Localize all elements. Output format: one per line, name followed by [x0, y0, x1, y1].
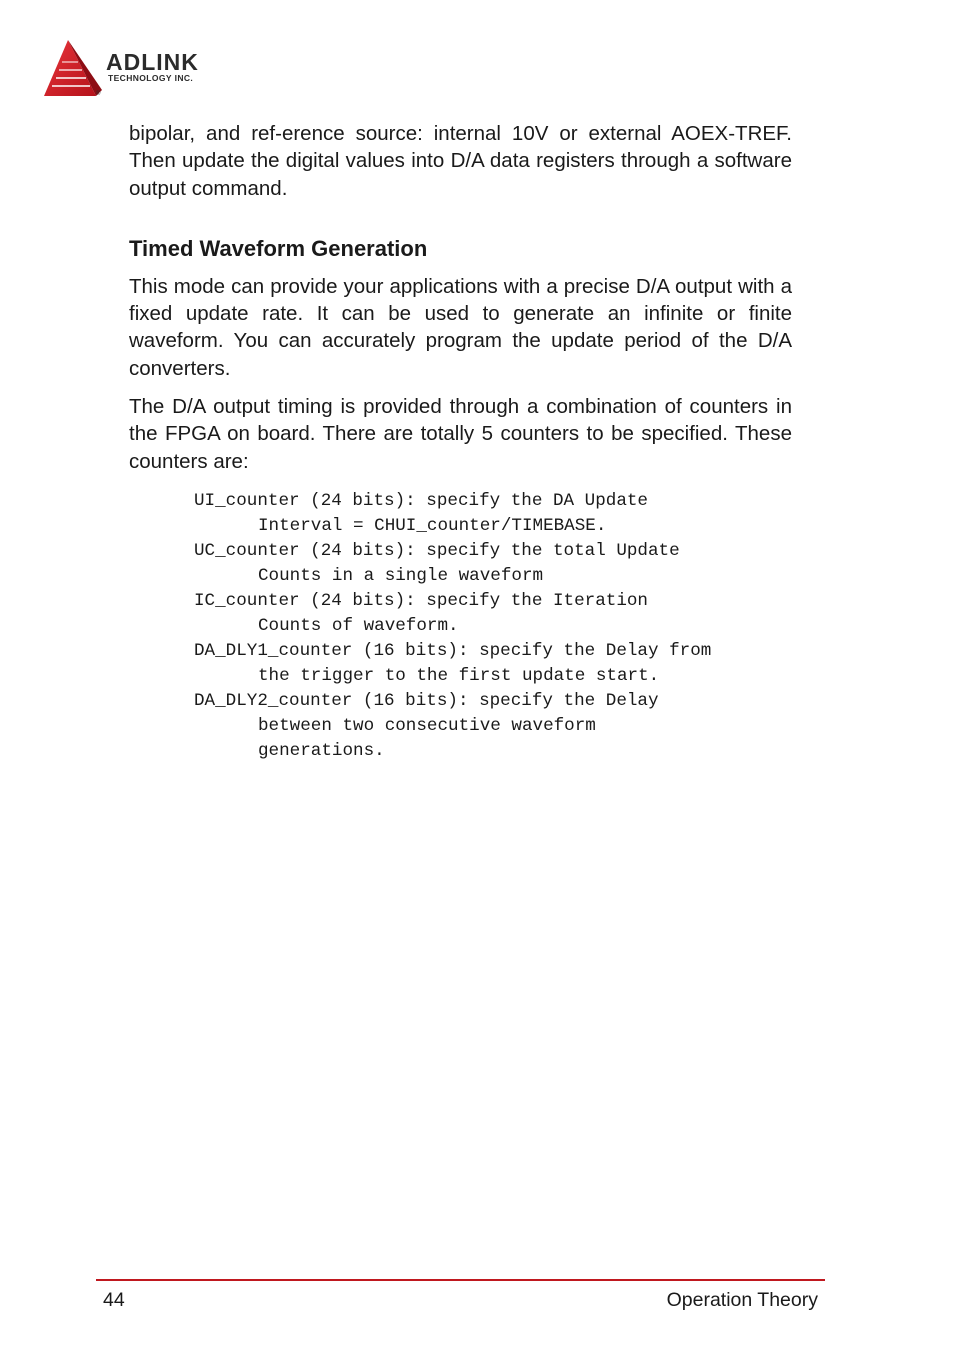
adlink-logo [42, 38, 242, 100]
page-number: 44 [103, 1289, 125, 1311]
code-line: DA_DLY1_counter (16 bits): specify the Delay from [194, 641, 712, 661]
footer-section-title: Operation Theory [666, 1289, 818, 1311]
intro-paragraph: bipolar, and ref-erence source: internal 10V or external AOEX-TREF. Then update the digital values into D/A data registers through a software output command. [129, 122, 792, 200]
code-line: IC_counter (24 bits): specify the Iteration [194, 591, 648, 611]
adlink-triangle-icon [42, 38, 104, 98]
code-line: between two consecutive waveform [258, 716, 596, 736]
logo-subtitle-text: TECHNOLOGY INC. [108, 73, 194, 83]
counter-list-code-block [194, 489, 711, 764]
code-line: DA_DLY2_counter (16 bits): specify the Delay [194, 691, 659, 711]
footer-rule [96, 1279, 825, 1281]
section-heading: Timed Waveform Generation [129, 235, 428, 261]
logo-brand-text: ADLINK [106, 49, 199, 75]
code-line: generations. [258, 741, 385, 761]
code-line: Counts of waveform. [258, 616, 459, 636]
body-paragraph-2: The D/A output timing is provided through a combination of counters in the FPGA on board. There are totally 5 counters to be specified. These counters are: [129, 395, 792, 473]
logo-registered-mark: ® [96, 91, 101, 97]
code-line: UC_counter (24 bits): specify the total Update [194, 541, 680, 561]
code-line: Counts in a single waveform [258, 566, 544, 586]
code-line: Interval = CHUI_counter/TIMEBASE. [258, 516, 607, 536]
code-line: UI_counter (24 bits): specify the DA Update [194, 491, 648, 511]
page-content [129, 120, 792, 486]
body-paragraph-1: This mode can provide your applications with a precise D/A output with a fixed update rate. It can be used to generate an infinite or finite waveform. You can accurately program the update period of the D/A converters. [129, 274, 792, 380]
code-line: the trigger to the first update start. [258, 666, 660, 686]
